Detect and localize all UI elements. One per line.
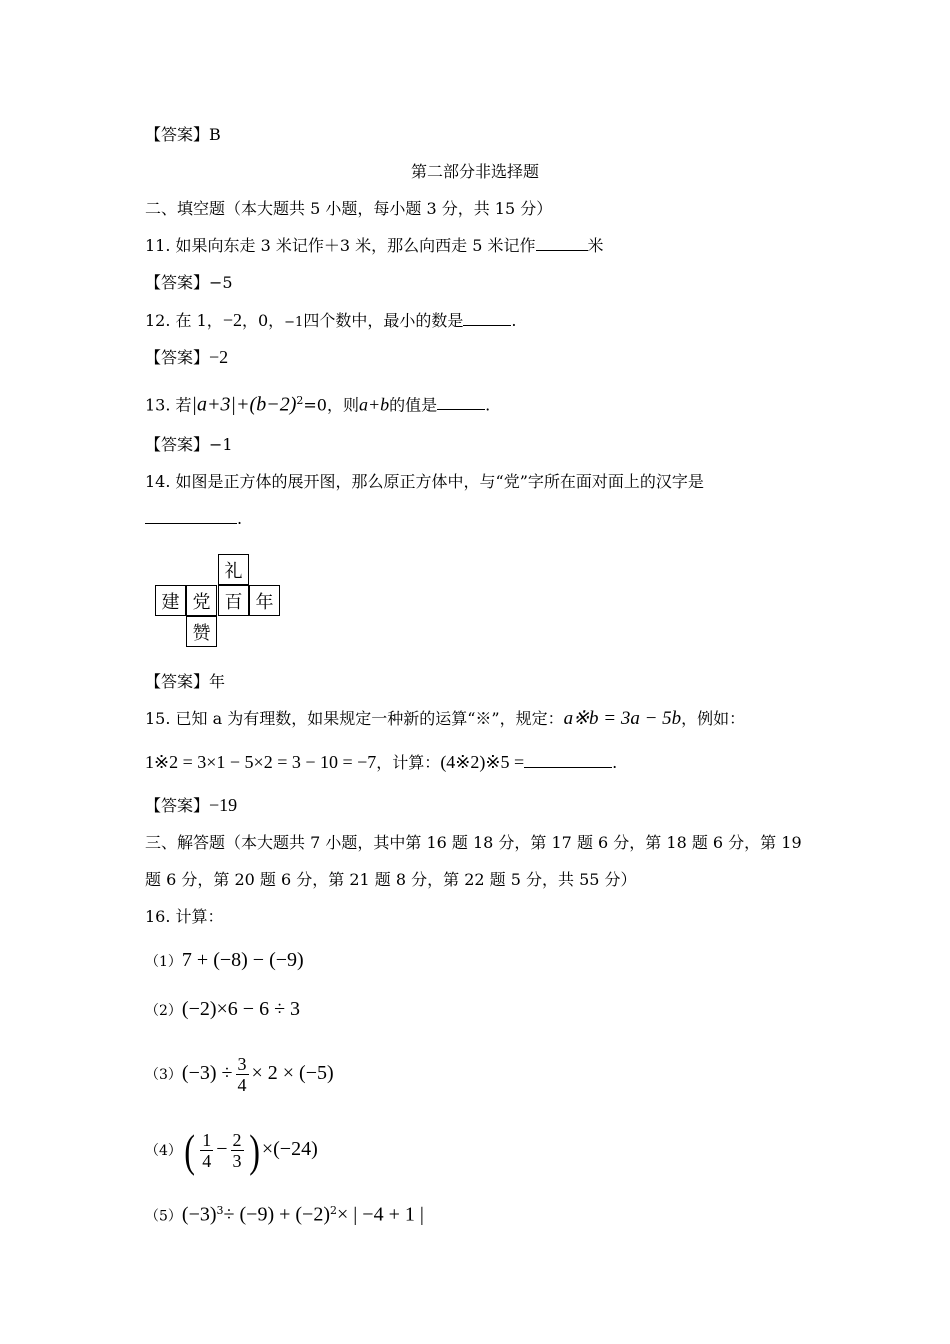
q13-var: a+b [358,394,390,415]
q12-num-d: −1 [284,315,304,330]
q15-blank [524,753,612,768]
p3-numerator: 3 [237,1054,247,1074]
q15-calc: (4※2)※5 = [440,752,525,772]
question-16: 16. 计算： [145,907,224,926]
p3-label: （3） [145,1067,182,1083]
q12-end: . [511,311,517,330]
ans12-value: −2 [209,347,229,367]
p4-minus: − [216,1138,228,1160]
section-2-heading: 二、填空题（本大题共 5 小题，每小题 3 分，共 15 分） [145,199,553,218]
q14-end: . [237,509,243,528]
ans12 [145,346,228,369]
question-11 [145,235,604,257]
p2-expr: (−2)×6 − 6 ÷ 3 [181,998,301,1020]
p5-expr-a: (−3) [181,1203,217,1226]
p5-sup-1: 3 [216,1204,224,1217]
p4-num-2: 2 [232,1130,242,1150]
ans15-label: 【答案】 [145,796,210,815]
p3-expr-b: × 2 × (−5) [251,1062,334,1084]
p4-den-1: 4 [202,1151,212,1171]
p5-expr-c: × | −4 + 1 | [337,1203,424,1226]
p3-fraction [236,1054,249,1095]
p4-fraction-2 [231,1130,244,1171]
p5-sup-2: 2 [330,1204,337,1217]
p3-expr-a: (−3) ÷ [181,1062,233,1084]
part-title: 第二部分非选择题 [410,162,539,181]
q13-expr: |a+3|+(b−2) [191,393,297,416]
q13-sup: 2 [296,394,304,407]
q13-blank [437,395,485,410]
ans15 [145,794,237,817]
section-3-heading-2: 题 6 分，第 20 题 6 分，第 21 题 8 分，第 22 题 5 分，共 55 分） [145,870,637,889]
p4-num-1: 1 [202,1130,212,1150]
p3-denominator: 4 [237,1075,247,1095]
q16-part-2 [145,998,300,1022]
question-14: 14. 如图是正方体的展开图，那么原正方体中，与“党”字所在面对面上的汉字是 [145,472,704,491]
p5-label: （5） [145,1208,182,1225]
q15-end: . [612,753,618,772]
p1-label: （1） [145,954,182,970]
net-cell-left: 建 [155,585,186,616]
net-cell-right: 年 [249,585,280,616]
question-15-line1 [145,708,745,730]
ans15-value: −19 [209,795,238,815]
section-3-heading-1: 三、解答题（本大题共 7 小题，其中第 16 题 18 分，第 17 题 6 分，第 18 题 6 分，第 19 [145,833,802,852]
q12-num-b: −2 [222,310,242,330]
p4-left-paren: ( [184,1124,195,1176]
q15-example: 1※2 = 3×1 − 5×2 = 3 − 10 = −7 [145,752,377,772]
q16-part-5 [145,1200,424,1227]
p4-fraction-1 [200,1130,213,1171]
question-12 [145,309,516,334]
q13-text-b: =0，则 [303,395,359,415]
q15-text-b: ，例如： [681,709,746,728]
ans10: 【答案】B [145,125,221,144]
question-13 [145,390,490,416]
net-cell-center: 百 [218,585,249,616]
q16-part-3 [145,1051,334,1097]
q15-def: a※b = 3a − 5b [563,708,682,729]
p4-right-paren: ) [248,1124,260,1176]
q12-blank [463,311,511,326]
ans13: 【答案】−1 [145,435,233,454]
p4-expr-b: ×(−24) [261,1138,318,1160]
net-cell-center-left: 党 [186,585,217,616]
q11-text: 11. 如果向东走 3 米记作＋3 米，那么向西走 5 米记作 [145,236,536,255]
p5-expr-b: ÷ (−9) + (−2) [223,1203,330,1226]
q13-text-d: 的值是 [389,395,438,415]
q12-text-c: ，0， [241,311,285,330]
q16-part-1 [145,949,304,973]
q16-part-4 [145,1124,318,1176]
q13-end: . [485,395,491,415]
p4-den-2: 3 [232,1151,242,1171]
q14-blank [145,509,237,524]
ans12-label: 【答案】 [145,348,210,367]
q13-text-a: 13. 若 [145,395,192,415]
net-cell-bottom: 赞 [186,616,217,647]
q15-text-a: 15. 已知 a 为有理数，如果规定一种新的运算“※”，规定： [145,709,564,728]
net-cell-top: 礼 [218,554,249,585]
q14-answer-line [145,508,242,530]
p2-label: （2） [145,1003,182,1019]
ans11: 【答案】−5 [145,273,233,292]
p4-label: （4） [145,1143,182,1159]
q11-unit: 米 [587,236,604,255]
p1-expr: 7 + (−8) − (−9) [181,949,304,971]
q12-text-e: 四个数中，最小的数是 [303,311,464,330]
q11-blank [536,236,588,251]
ans14: 【答案】年 [145,672,226,691]
q12-text-a: 12. 在 1， [145,311,223,330]
q15-text-c: ，计算： [376,753,441,772]
question-15-line2 [145,751,617,774]
